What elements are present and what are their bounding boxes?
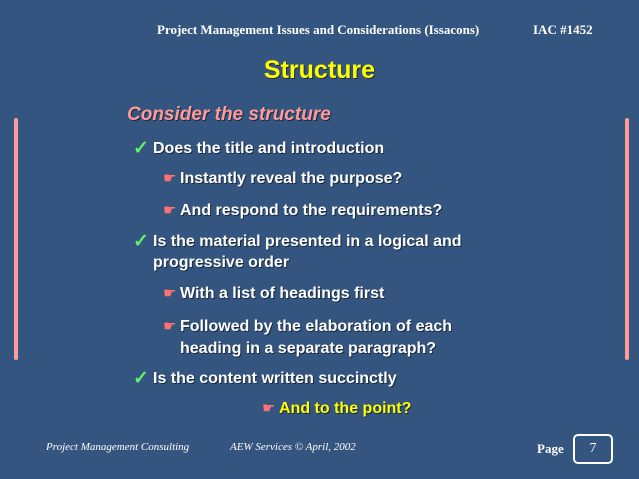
right-decorative-bar <box>625 118 629 360</box>
bullet-point-continuation: progressive order <box>153 254 290 271</box>
check-icon: ✓ <box>133 231 149 252</box>
slide-subtitle: Consider the structure <box>127 104 331 125</box>
bullet-point: Does the title and introduction <box>153 140 385 157</box>
sub-bullet-point: And respond to the requirements? <box>180 202 443 219</box>
page-label: Page <box>537 441 564 456</box>
page-number-box: 7 <box>573 434 613 464</box>
check-icon: ✓ <box>133 138 149 159</box>
header-doc-id: IAC #1452 <box>533 22 593 37</box>
pointing-hand-icon: ☛ <box>163 318 177 335</box>
left-decorative-bar <box>14 118 18 360</box>
pointing-hand-icon: ☛ <box>163 170 177 187</box>
sub-bullet-point-continuation: heading in a separate paragraph? <box>180 340 437 357</box>
pointing-hand-icon: ☛ <box>163 285 177 302</box>
header-title: Project Management Issues and Considerations (Issacons) <box>157 22 480 37</box>
sub-bullet-point: Instantly reveal the purpose? <box>180 170 403 187</box>
sub-bullet-point: Followed by the elaboration of each <box>180 318 453 335</box>
check-icon: ✓ <box>133 368 149 389</box>
pointing-hand-icon: ☛ <box>163 202 177 219</box>
pointing-hand-icon: ☛ <box>262 400 276 417</box>
footer-copyright: AEW Services © April, 2002 <box>230 441 356 453</box>
slide-title: Structure <box>263 56 376 84</box>
highlight-sub-point: And to the point? <box>279 400 412 417</box>
footer-company: Project Management Consulting <box>46 441 190 453</box>
bullet-point: Is the content written succinctly <box>153 370 397 387</box>
bullet-point: Is the material presented in a logical and <box>153 233 462 250</box>
sub-bullet-point: With a list of headings first <box>180 285 385 302</box>
